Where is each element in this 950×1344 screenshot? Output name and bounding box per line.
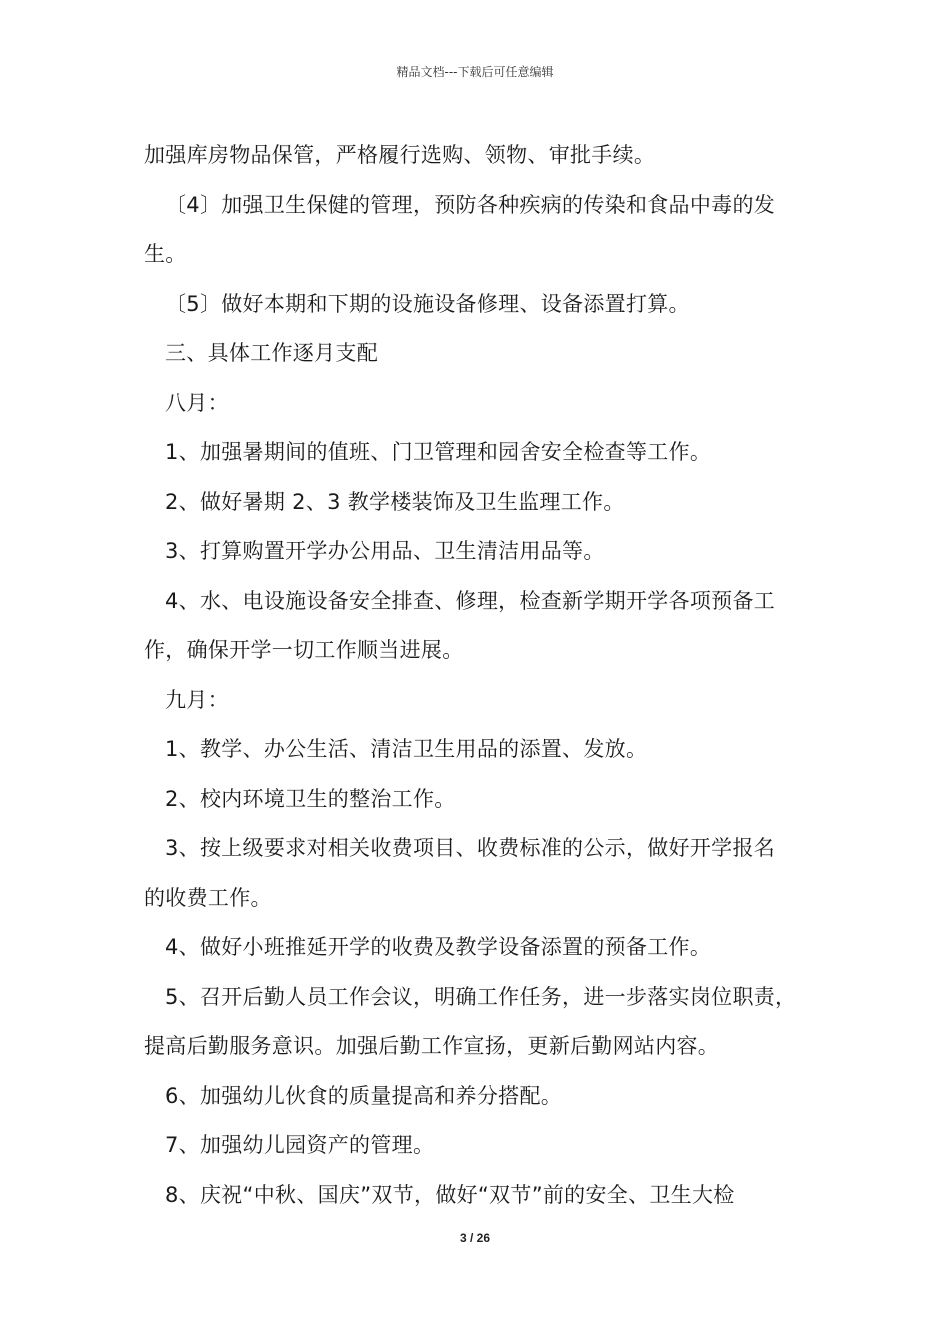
paragraph-line: 5、召开后勤人员工作会议，明确工作任务，进一步落实岗位职责， (165, 984, 797, 1009)
paragraph-line: 的收费工作。 (144, 885, 272, 910)
paragraph-line: 2、校内环境卫生的整治工作。 (165, 786, 456, 811)
month-heading: 八月： (165, 390, 229, 415)
paragraph-line: 〔5〕做好本期和下期的设施设备修理、设备添置打算。 (165, 291, 690, 316)
section-heading: 三、具体工作逐月支配 (165, 341, 378, 365)
page-header: 精品文档---下载后可任意编辑 (396, 65, 554, 79)
month-heading: 九月： (165, 687, 229, 712)
paragraph-line: 7、加强幼儿园资产的管理。 (165, 1133, 435, 1157)
paragraph-line: 作，确保开学一切工作顺当进展。 (144, 638, 464, 662)
paragraph-line: 提高后勤服务意识。加强后勤工作宣扬，更新后勤网站内容。 (144, 1034, 720, 1058)
paragraph-line: 〔4〕加强卫生保健的管理，预防各种疾病的传染和食品中毒的发 (165, 192, 776, 217)
page-number: 3 / 26 (459, 1231, 491, 1245)
paragraph-line: 1、加强暑期间的值班、门卫管理和园舍安全检查等工作。 (165, 440, 712, 464)
paragraph-line: 6、加强幼儿伙食的质量提高和养分搭配。 (165, 1083, 563, 1108)
paragraph-line: 4、做好小班推延开学的收费及教学设备添置的预备工作。 (165, 935, 712, 959)
paragraph-line: 3、打算购置开学办公用品、卫生清洁用品等。 (165, 539, 605, 563)
paragraph-line: 4、水、电设施设备安全排查、修理，检查新学期开学各项预备工 (165, 588, 776, 613)
paragraph-line: 加强库房物品保管，严格履行选购、领物、审批手续。 (144, 143, 656, 167)
document-body (144, 131, 814, 1220)
paragraph-line: 2、做好暑期 2、3 教学楼装饰及卫生监理工作。 (165, 489, 625, 514)
paragraph-line: 生。 (144, 242, 187, 266)
paragraph-line: 8、庆祝“中秋、国庆”双节，做好“双节”前的安全、卫生大检 (165, 1182, 735, 1207)
paragraph-line: 3、按上级要求对相关收费项目、收费标准的公示，做好开学报名 (165, 836, 776, 860)
paragraph-line: 1、教学、办公生活、清洁卫生用品的添置、发放。 (165, 737, 648, 761)
